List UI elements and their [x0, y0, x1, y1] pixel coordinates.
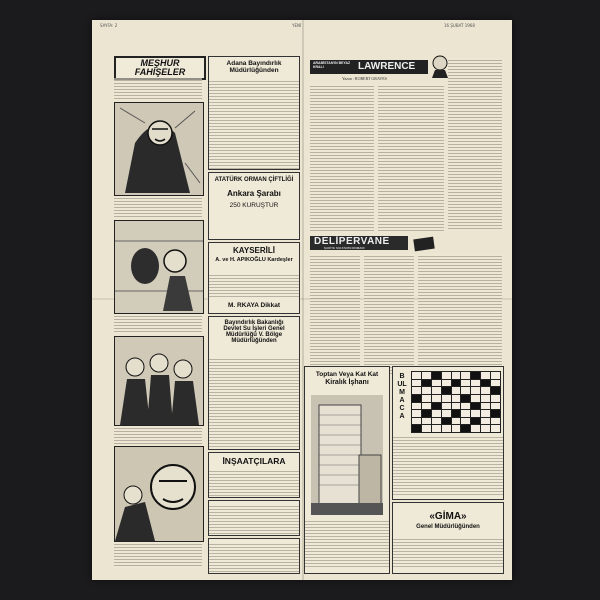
gima-ad-subtitle: Genel Müdürlüğünden [416, 524, 480, 530]
comic-panel-4-art [115, 447, 203, 541]
lawrence-title: LAWRENCE [358, 61, 416, 72]
ataturk-ad [208, 172, 300, 240]
adana-ad [208, 56, 300, 170]
bayindirlik-ad-l3: Müdürlüğü V. Bölge [225, 332, 283, 338]
delipervane-badge [413, 237, 434, 252]
comic-panel-3-art [115, 337, 203, 425]
bayindirlik-ad-l1: Bayındırlık Bakanlığı [224, 320, 284, 326]
bulmaca-title: BULMACA [397, 373, 407, 420]
lawrence-byline: Yazan : ROBERT GRAVES [342, 76, 387, 81]
adana-ad-title-2: Müdürlüğünden [229, 67, 279, 74]
bayindirlik-ad-l4: Müdürlüğünden [231, 338, 277, 344]
kayserili-ad [208, 242, 300, 314]
comic-panel-4 [114, 446, 204, 542]
adana-ad-title-1: Adana Bayındırlık [226, 60, 282, 67]
kiralik-ishani-ad [304, 366, 390, 574]
comic-title-line2: FAHİŞELER [134, 67, 186, 77]
insaatcilara-ad [208, 452, 300, 498]
delipervane-text-col-1 [310, 254, 360, 376]
lawrence-portrait-art [430, 54, 450, 78]
kayserili-ad-line3: M. RKAYA Dikkat [227, 302, 281, 309]
delipervane-text-col-2 [364, 254, 414, 376]
kiralik-ad-subtitle: Kiralık İşhanı [325, 379, 369, 386]
small-ad-2 [208, 538, 300, 574]
kiralik-ad-title: Toptan Veya Kat Kat [315, 371, 379, 378]
masthead-left: SAYFA: 2 [100, 23, 118, 28]
comic-title-box [114, 56, 206, 80]
ataturk-ad-price: 250 KURUŞTUR [229, 202, 279, 209]
comic-text-3 [114, 314, 202, 334]
masthead-right: 16 ŞUBAT 1968 [444, 23, 475, 28]
bayindirlik-ad-l2: Devlet Su İşleri Genel [223, 326, 285, 332]
ataturk-ad-wine: Ankara Şarabı [227, 189, 281, 198]
lawrence-banner [310, 60, 428, 74]
kayserili-ad-title: KAYSERİLİ [233, 246, 275, 255]
comic-panel-2-art [115, 221, 203, 313]
building-photo-art [311, 395, 383, 515]
small-ad-1 [208, 500, 300, 536]
comic-text-5 [114, 542, 202, 568]
crossword-grid [411, 371, 501, 433]
bayindirlik-ad [208, 316, 300, 450]
kayserili-ad-line2: A. ve H. APIKOĞLU Kardeşler [215, 257, 293, 263]
newspaper-page [92, 20, 512, 580]
comic-panel-1-art [115, 103, 203, 195]
delipervane-banner [310, 236, 408, 250]
comic-title-line1: MEŞHUR [140, 58, 180, 68]
lawrence-kicker: ARABİSTAN'IN BEYAZ KRALI [313, 61, 351, 69]
masthead-center: YENİ [292, 23, 302, 28]
comic-intro-text [114, 78, 202, 100]
comic-panel-1 [114, 102, 204, 196]
lawrence-text-col-3 [448, 58, 502, 230]
delipervane-title: DELİPERVANE [314, 236, 390, 247]
bulmaca-box [392, 366, 504, 500]
lawrence-portrait [430, 54, 450, 78]
comic-text-4 [114, 426, 202, 444]
comic-panel-3 [114, 336, 204, 426]
building-photo [311, 395, 383, 515]
comic-panel-2 [114, 220, 204, 314]
delipervane-subtitle: ŞAKİYE SULTAN'IN ROMANI [324, 246, 365, 250]
lawrence-text-col-2 [378, 84, 444, 232]
delipervane-text-col-3 [418, 254, 502, 376]
lawrence-text-col-1 [310, 84, 374, 232]
comic-text-2 [114, 196, 202, 218]
insaatcilara-ad-title: İNŞAATÇILARA [222, 456, 286, 466]
ataturk-ad-title: ATATÜRK ORMAN ÇİFTLİĞİ [214, 177, 294, 183]
gima-ad-title: «GİMA» [429, 511, 467, 522]
gima-ad [392, 502, 504, 574]
